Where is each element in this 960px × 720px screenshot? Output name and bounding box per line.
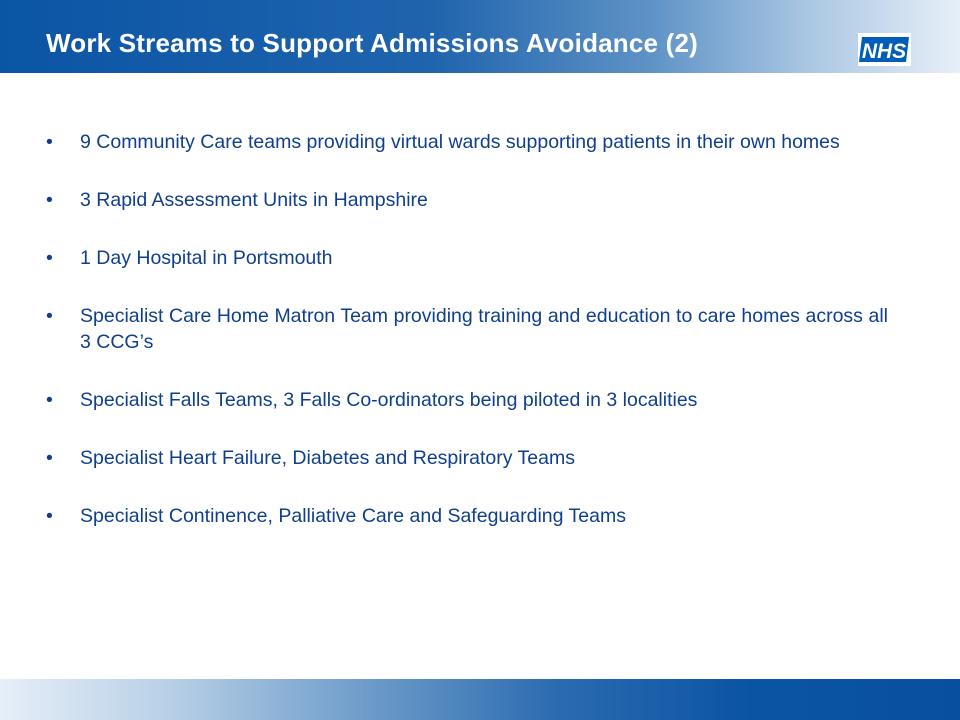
bullet-text: Specialist Falls Teams, 3 Falls Co-ordinators being piloted in 3 localities	[80, 389, 698, 411]
bullet-marker: •	[46, 131, 53, 153]
bullet-marker: •	[46, 189, 53, 211]
bullet-marker: •	[46, 389, 53, 411]
slide-title: Work Streams to Support Admissions Avoidance (2)	[46, 28, 699, 58]
nhs-logo	[858, 33, 911, 66]
bullet-text: Specialist Heart Failure, Diabetes and Respiratory Teams	[80, 447, 575, 469]
bullet-text: Specialist Continence, Palliative Care and Safeguarding Teams	[80, 505, 626, 527]
bullet-marker: •	[46, 247, 53, 269]
bullet-text: 3 Rapid Assessment Units in Hampshire	[80, 189, 428, 211]
bullet-text: Specialist Care Home Matron Team providing training and education to care homes across all 3 CCG’s	[80, 305, 888, 353]
nhs-logo-text: NHS	[861, 40, 907, 63]
bullet-item	[46, 445, 888, 471]
footer-band	[0, 679, 960, 720]
bullet-item	[46, 303, 888, 355]
bullet-marker: •	[46, 505, 53, 527]
bullet-item	[46, 503, 888, 529]
bullet-list	[46, 129, 888, 529]
bullet-item	[46, 129, 888, 155]
bullet-item	[46, 387, 888, 413]
bullet-item	[46, 187, 888, 213]
bullet-text: 1 Day Hospital in Portsmouth	[80, 247, 333, 269]
bullet-marker: •	[46, 447, 53, 469]
bullet-item	[46, 245, 888, 271]
bullet-text: 9 Community Care teams providing virtual wards supporting patients in their own homes	[80, 131, 840, 153]
bullet-marker: •	[46, 305, 53, 327]
